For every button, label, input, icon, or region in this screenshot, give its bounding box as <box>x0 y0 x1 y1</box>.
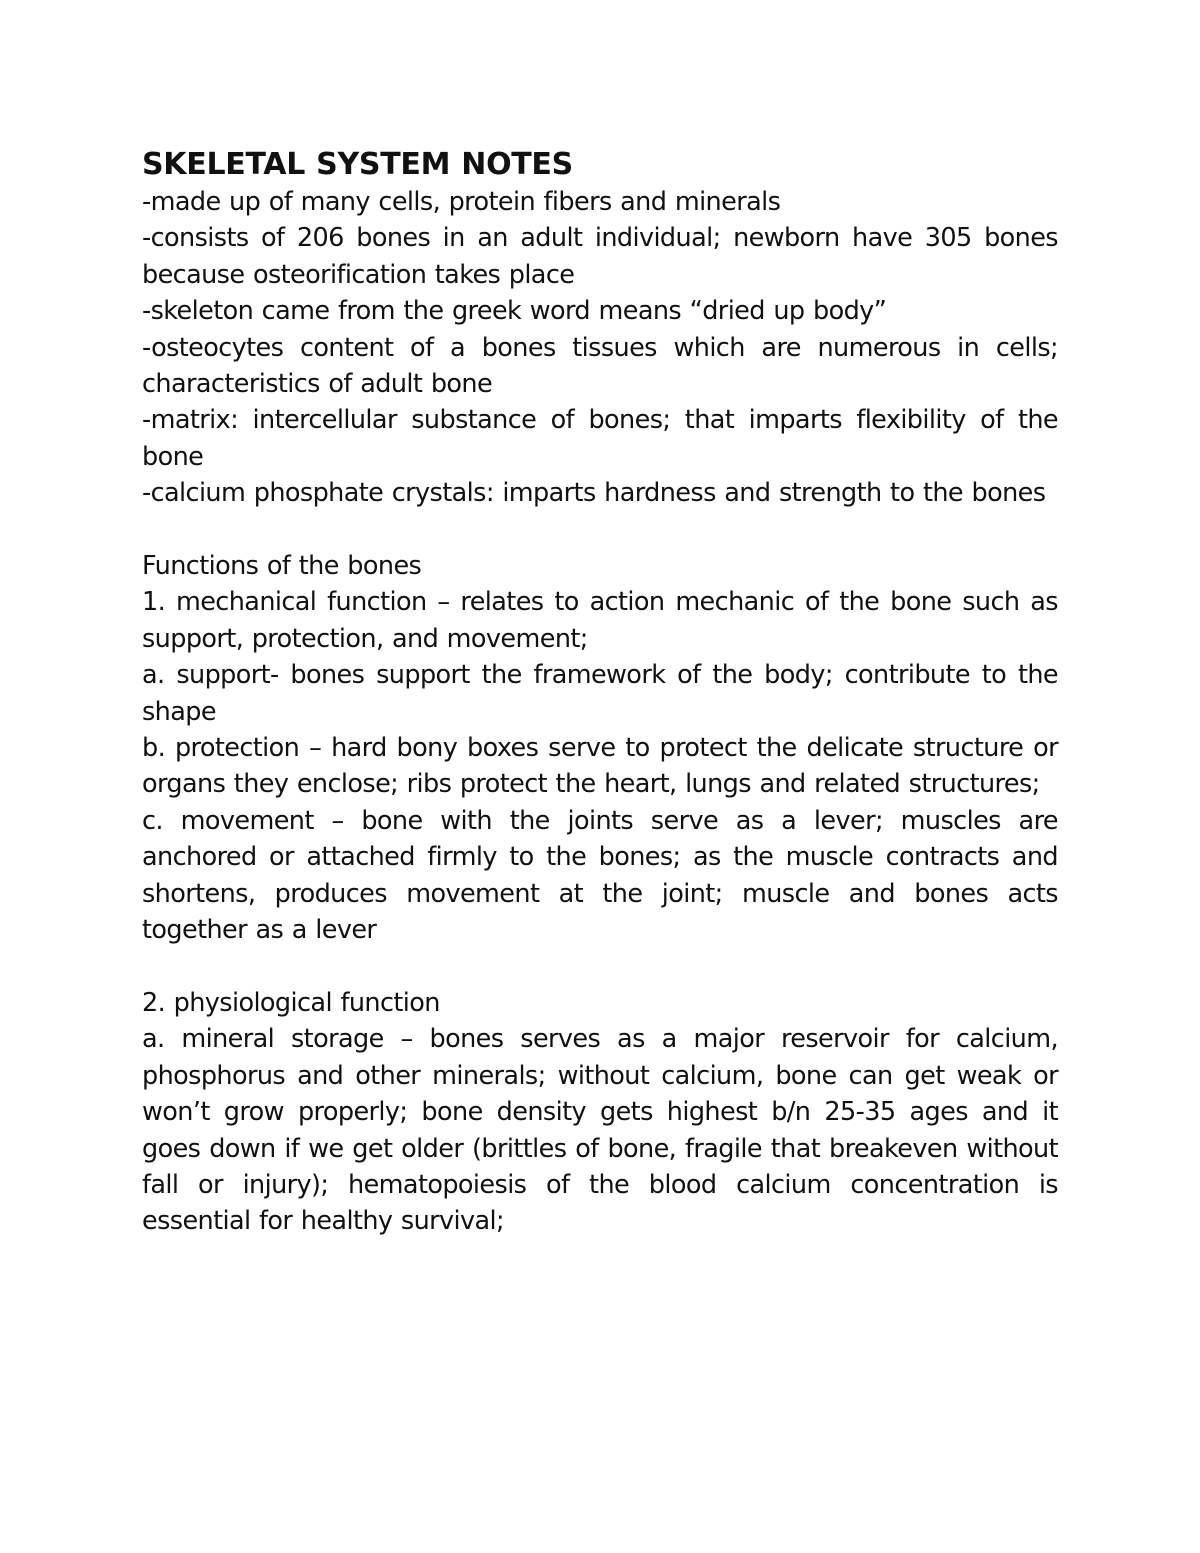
physiological-function-heading: 2. physiological function <box>142 987 440 1018</box>
page-title: SKELETAL SYSTEM NOTES <box>142 147 573 182</box>
mechanical-function-heading: 1. mechanical function – relates to action mechanic of the bone such as support, protection, and movement; <box>142 587 1058 654</box>
paragraph-spacer <box>142 512 1058 548</box>
list-item: b. protection – hard bony boxes serve to protect the delicate structure or organs they enclose; ribs protect the heart, lungs and related structures; <box>142 733 1058 800</box>
list-item: c. movement – bone with the joints serve as a lever; muscles are anchored or attached firmly to the bones; as the muscle contracts and shortens, produces movement at the joint; muscle and bones acts together as a lever <box>142 805 1058 946</box>
list-item: a. mineral storage – bones serves as a major reservoir for calcium, phosphorus and other minerals; without calcium, bone can get weak or won’t grow properly; bone density gets highest b/n 25-35 ages and it goes down if we get older (brittles of bone, fragile that breakeven without fall or injury); hematopoiesis of the blood calcium concentration is essential for healthy survival; <box>142 1024 1058 1237</box>
intro-line: -osteocytes content of a bones tissues which are numerous in cells; characteristics of adult bone <box>142 332 1058 400</box>
intro-line: -skeleton came from the greek word means “dried up body” <box>142 296 887 327</box>
intro-line: -matrix: intercellular substance of bones; that imparts flexibility of the bone <box>142 405 1058 472</box>
paragraph-spacer <box>142 949 1058 985</box>
section-heading: Functions of the bones <box>142 551 422 582</box>
list-item: a. support- bones support the framework of the body; contribute to the shape <box>142 660 1058 727</box>
document-body <box>142 146 1058 1240</box>
intro-line: -calcium phosphate crystals: imparts hardness and strength to the bones <box>142 478 1046 509</box>
intro-line: -made up of many cells, protein fibers and minerals <box>142 187 781 217</box>
intro-line: -consists of 206 bones in an adult individual; newborn have 305 bones because osteorification takes place <box>142 223 1058 290</box>
